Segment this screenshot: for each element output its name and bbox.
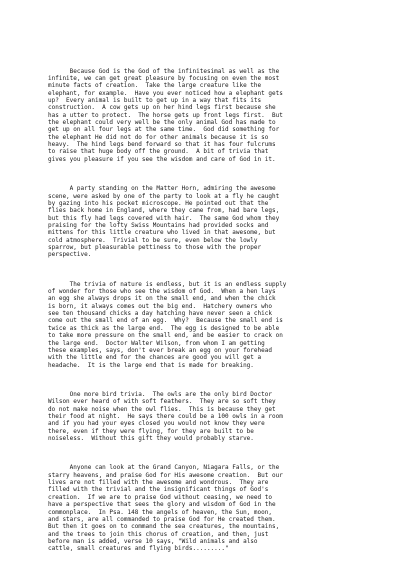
body-text bbox=[48, 53, 380, 567]
paragraph-matterhorn-fly: A party standing on the Matter Horn, admiring the awesome scene, were asked by one of the party to look at a fly he caught by gazing into his pocket microscope. He pointed out that the flies back home in England, where they came from, had bare legs, but this fly had legs covered with hair. The same God whom they praising for the lofty Swiss Mountains had provided socks and mittens for this little creature who lived in that awesome, but cold atmosphere. Trivial to be sure, even below the lowly sparrow, but pleasurable pettiness to those with the proper perspective. bbox=[48, 185, 280, 259]
paragraph-owl-trivia: One more bird trivia. The owls are the only bird Doctor Wilson ever heard of with soft feathers. They are so soft they do not make noise when the owl flies. This is because they get their food at night. He says there could be a 100 owls in a room and if you had your eyes closed you would not know they were there, even if they were flying, for they are built to be noiseless. Without this gift they would probably starve. bbox=[48, 390, 283, 443]
paragraph-praise-creation: Anyone can look at the Grand Canyon, Niagara Falls, or the starry heavens, and praise God for His awesome creation. But our lives are not filled with the awesome and wondrous. They are filled with the trivial and the insignificant things of God's creation. If we are to praise God without ceasing, we need to have a perspective that sees the glory and wisdom of God in the commonplace. In Psa. 148 the angels of heaven, the Sun, moon, and stars, are all commanded to praise God for He created them. But then it goes on to command the sea creatures, the mountains, and the trees to join this chorus of creation, and then, just before man is added, verse 10 says, "Wild animals and also cattle, small creatures and flying birds........." bbox=[48, 464, 283, 553]
paragraph-elephant: Because God is the God of the infinitesimal as well as the infinite, we can get great pleasure by focusing on even the most minute facts of creation. Take the large creature like the elephant, for example. Have you ever noticed how a elephant gets up? Every animal is built to get up in a way that fits its construction. A cow gets up on her hind legs first because she has a utter to protect. The horse gets up front legs first. But the elephant could very well be the only animal God has made to get up on all four legs at the same time. God did something for the elephant He did not do for other animals because it is so heavy. The hind legs bend forward so that it has four fulcrums to raise that huge body off the ground. A bit of trivia that gives you pleasure if you see the wisdom and care of God in it. bbox=[48, 67, 283, 163]
paragraph-egg-trivia: The trivia of nature is endless, but it is an endless supply of wonder for those who see the wisdom of God. When a hen lays an egg she always drops it on the small end, and when the chick is born, it always comes out the big end. Hatchery owners who see ten thousand chicks a day hatching have never seen a chick come out the small end of an egg. Why? Because the small end is twice as thick as the large end. The egg is designed to be able to take more pressure on the small end, and be easier to crack on the large end. Doctor Walter Wilson, from whom I am getting these examples, says, don't ever break an egg on your forehead with the little end for the chances are good you will get a headache. It is the large end that is made for breaking. bbox=[48, 280, 287, 369]
